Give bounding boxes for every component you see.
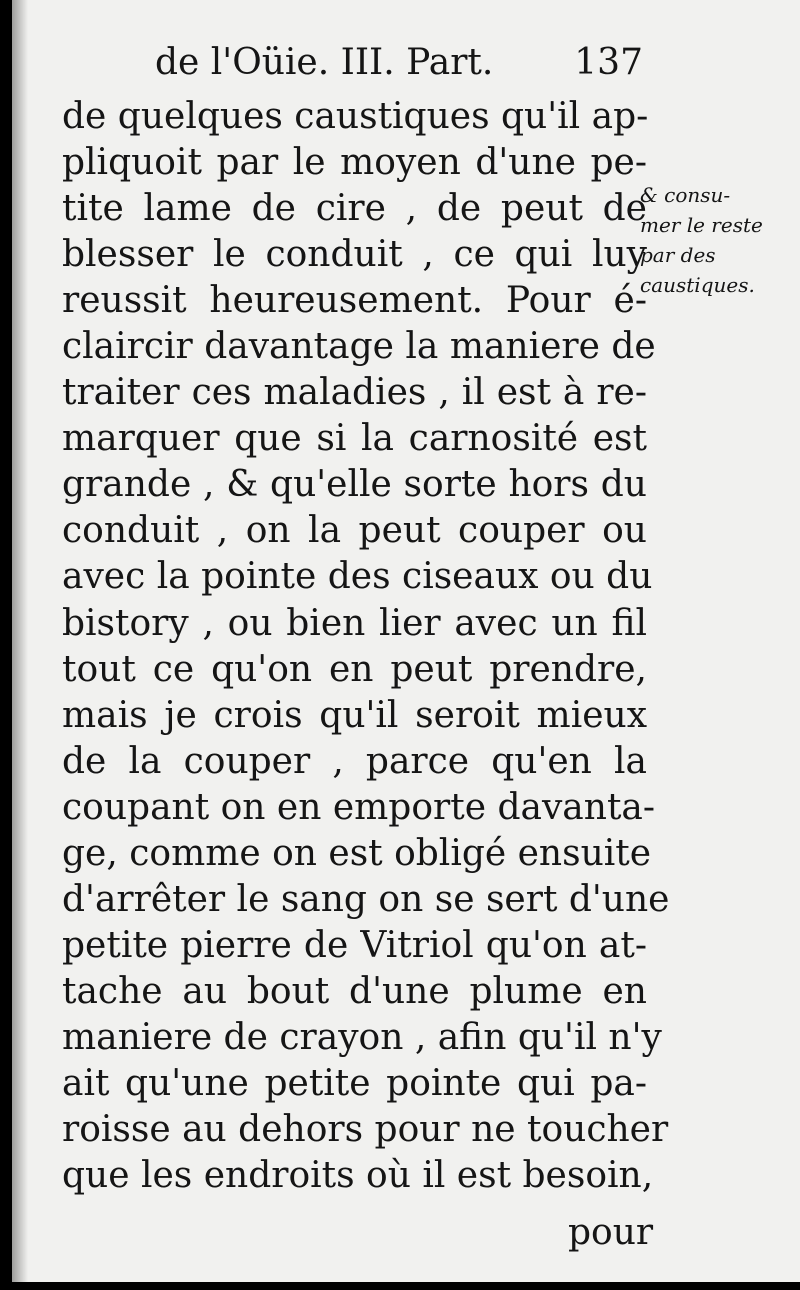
text-line: conduit , on la peut couper ou: [62, 510, 647, 552]
text-line: maniere de crayon , afin qu'il n'y: [62, 1016, 662, 1058]
body-text: [62, 94, 670, 1199]
text-line: d'arrêter le sang on se sert d'une: [62, 878, 670, 920]
text-line: que les endroits où il est besoin,: [62, 1155, 654, 1197]
catchword: pour: [568, 1212, 654, 1253]
margin-note-line: mer le reste: [640, 213, 763, 237]
text-line: tout ce qu'on en peut prendre,: [62, 648, 647, 690]
text-line: ge, comme on est obligé ensuite: [62, 832, 652, 874]
text-line: claircir davantage la maniere de: [62, 326, 656, 368]
text-line: bistory , ou bien lier avec un fil: [62, 602, 647, 644]
text-line: blesser le conduit , ce qui luy: [62, 234, 647, 276]
text-line: roisse au dehors pour ne toucher: [62, 1109, 669, 1151]
text-line: mais je crois qu'il seroit mieux: [62, 694, 647, 736]
margin-note: [640, 180, 790, 300]
text-line: grande , & qu'elle sorte hors du: [62, 464, 647, 506]
text-line: reussit heureusement. Pour é-: [62, 280, 647, 322]
margin-note-line: par des: [640, 243, 716, 267]
gutter-shadow: [12, 0, 28, 1282]
margin-note-line: caustiques.: [640, 273, 755, 297]
text-line: pliquoit par le moyen d'une pe-: [62, 142, 647, 184]
text-line: tache au bout d'une plume en: [62, 970, 647, 1012]
page-header: [155, 40, 645, 90]
text-line: de la couper , parce qu'en la: [62, 740, 647, 782]
paper-page: [12, 0, 800, 1282]
margin-note-line: & consu-: [640, 183, 731, 207]
text-line: ait qu'une petite pointe qui pa-: [62, 1062, 647, 1104]
running-head: de l'Oüie. III. Part.: [155, 42, 494, 83]
text-line: de quelques caustiques qu'il ap-: [62, 96, 649, 137]
text-line: avec la pointe des ciseaux ou du: [62, 556, 653, 598]
text-line: tite lame de cire , de peut de: [62, 188, 647, 230]
text-line: coupant on en emporte davanta-: [62, 786, 656, 828]
text-line: traiter ces maladies , il est à re-: [62, 372, 647, 414]
text-line: petite pierre de Vitriol qu'on at-: [62, 924, 647, 966]
text-line: marquer que si la carnosité est: [62, 418, 647, 460]
page-number: 137: [574, 42, 643, 83]
